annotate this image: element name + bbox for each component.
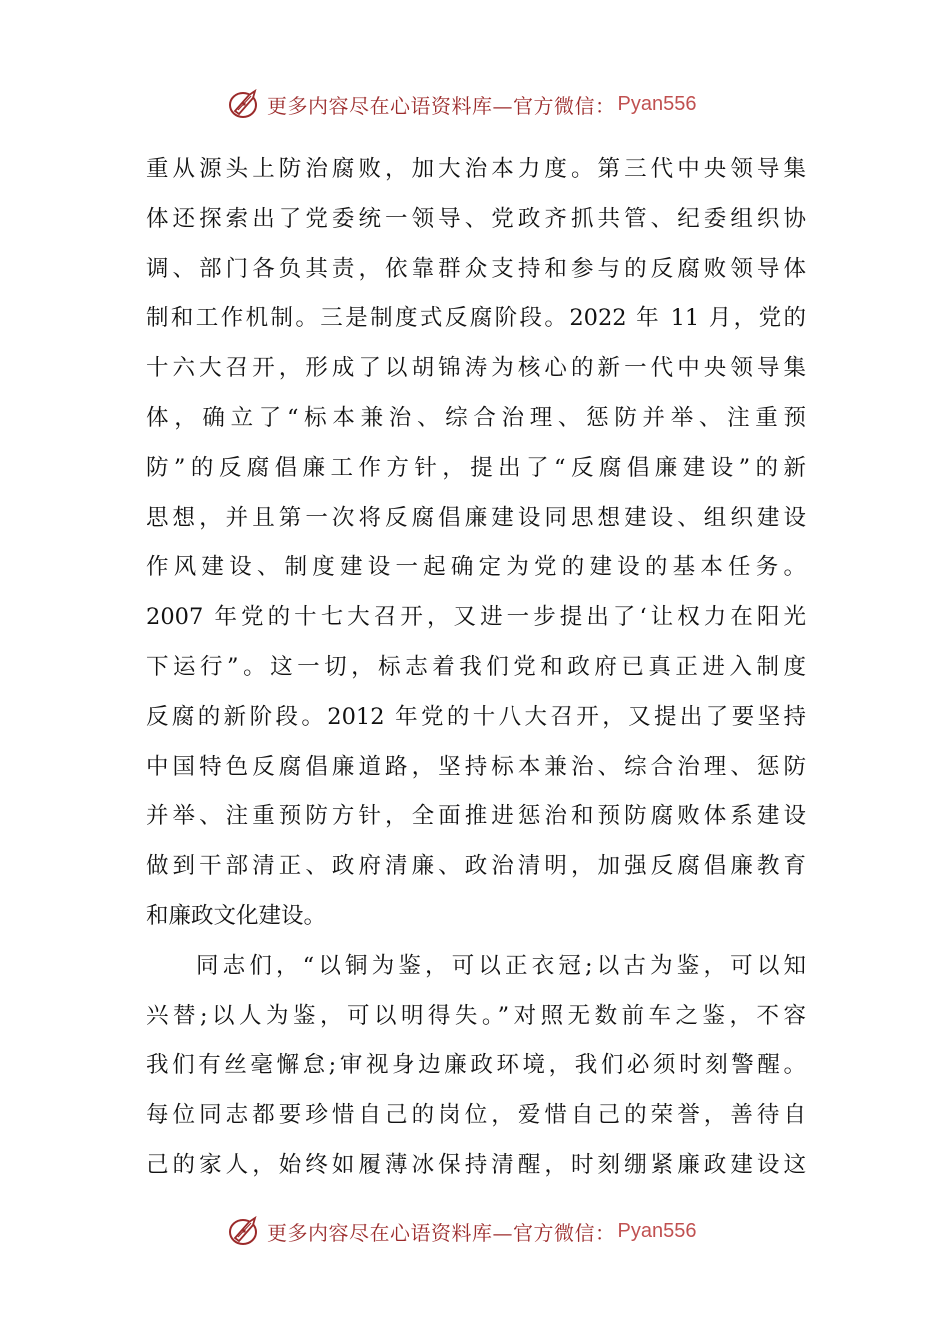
wechat-id: Pyan556 (617, 92, 697, 115)
text-line: 下运行”。这一切，标志着我们党和政府已真正进入制度 (146, 653, 806, 680)
watermark-text: 更多内容尽在心语资料库—官方微信： (267, 93, 616, 118)
pen-nib-logo-icon (227, 87, 263, 121)
text-line: 制和工作机制。三是制度式反腐阶段。2022 年 11 月，党的 (146, 305, 806, 332)
text-line: 并举、注重预防方针，全面推进惩治和预防腐败体系建设 (146, 803, 806, 830)
watermark-text: 更多内容尽在心语资料库—官方微信： (267, 1220, 616, 1245)
header-watermark (227, 84, 747, 124)
text-line: 己的家人，始终如履薄冰保持清醒，时刻绷紧廉政建设这 (146, 1151, 806, 1178)
text-line: 兴替;以人为鉴，可以明得失。”对照无数前车之鉴，不容 (146, 1002, 806, 1029)
wechat-id: Pyan556 (617, 1219, 697, 1242)
text-line: 十六大召开，形成了以胡锦涛为核心的新一代中央领导集 (146, 355, 806, 382)
text-line: 我们有丝毫懈怠;审视身边廉政环境，我们必须时刻警醒。 (146, 1052, 806, 1079)
text-line: 思想，并且第一次将反腐倡廉建设同思想建设、组织建设 (146, 504, 806, 531)
pen-nib-logo-icon (227, 1214, 263, 1248)
text-line: 每位同志都要珍惜自己的岗位，爱惜自己的荣誉，善待自 (146, 1102, 806, 1129)
text-line: 2007 年党的十七大召开，又进一步提出了‘让权力在阳光 (146, 604, 806, 631)
paragraph-start-line: 同志们，“以铜为鉴，可以正衣冠;以古为鉴，可以知 (196, 952, 806, 979)
text-line: 作风建设、制度建设一起确定为党的建设的基本任务。 (146, 554, 806, 581)
text-line: 防”的反腐倡廉工作方针，提出了“反腐倡廉建设”的新 (146, 454, 806, 481)
body-text (146, 145, 806, 1191)
text-line: 反腐的新阶段。2012 年党的十八大召开，又提出了要坚持 (146, 703, 806, 730)
text-line: 重从源头上防治腐败，加大治本力度。第三代中央领导集 (146, 156, 806, 182)
text-line: 中国特色反腐倡廉道路，坚持标本兼治、综合治理、惩防 (146, 753, 806, 780)
text-line: 和廉政文化建设。 (146, 902, 327, 929)
text-line: 做到干部清正、政府清廉、政治清明，加强反腐倡廉教育 (146, 853, 806, 880)
text-line: 体，确立了“标本兼治、综合治理、惩防并举、注重预 (146, 404, 806, 431)
text-line: 调、部门各负其责，依靠群众支持和参与的反腐败领导体 (146, 255, 806, 282)
footer-watermark (227, 1211, 747, 1251)
text-line: 体还探索出了党委统一领导、党政齐抓共管、纪委组织协 (146, 205, 806, 232)
